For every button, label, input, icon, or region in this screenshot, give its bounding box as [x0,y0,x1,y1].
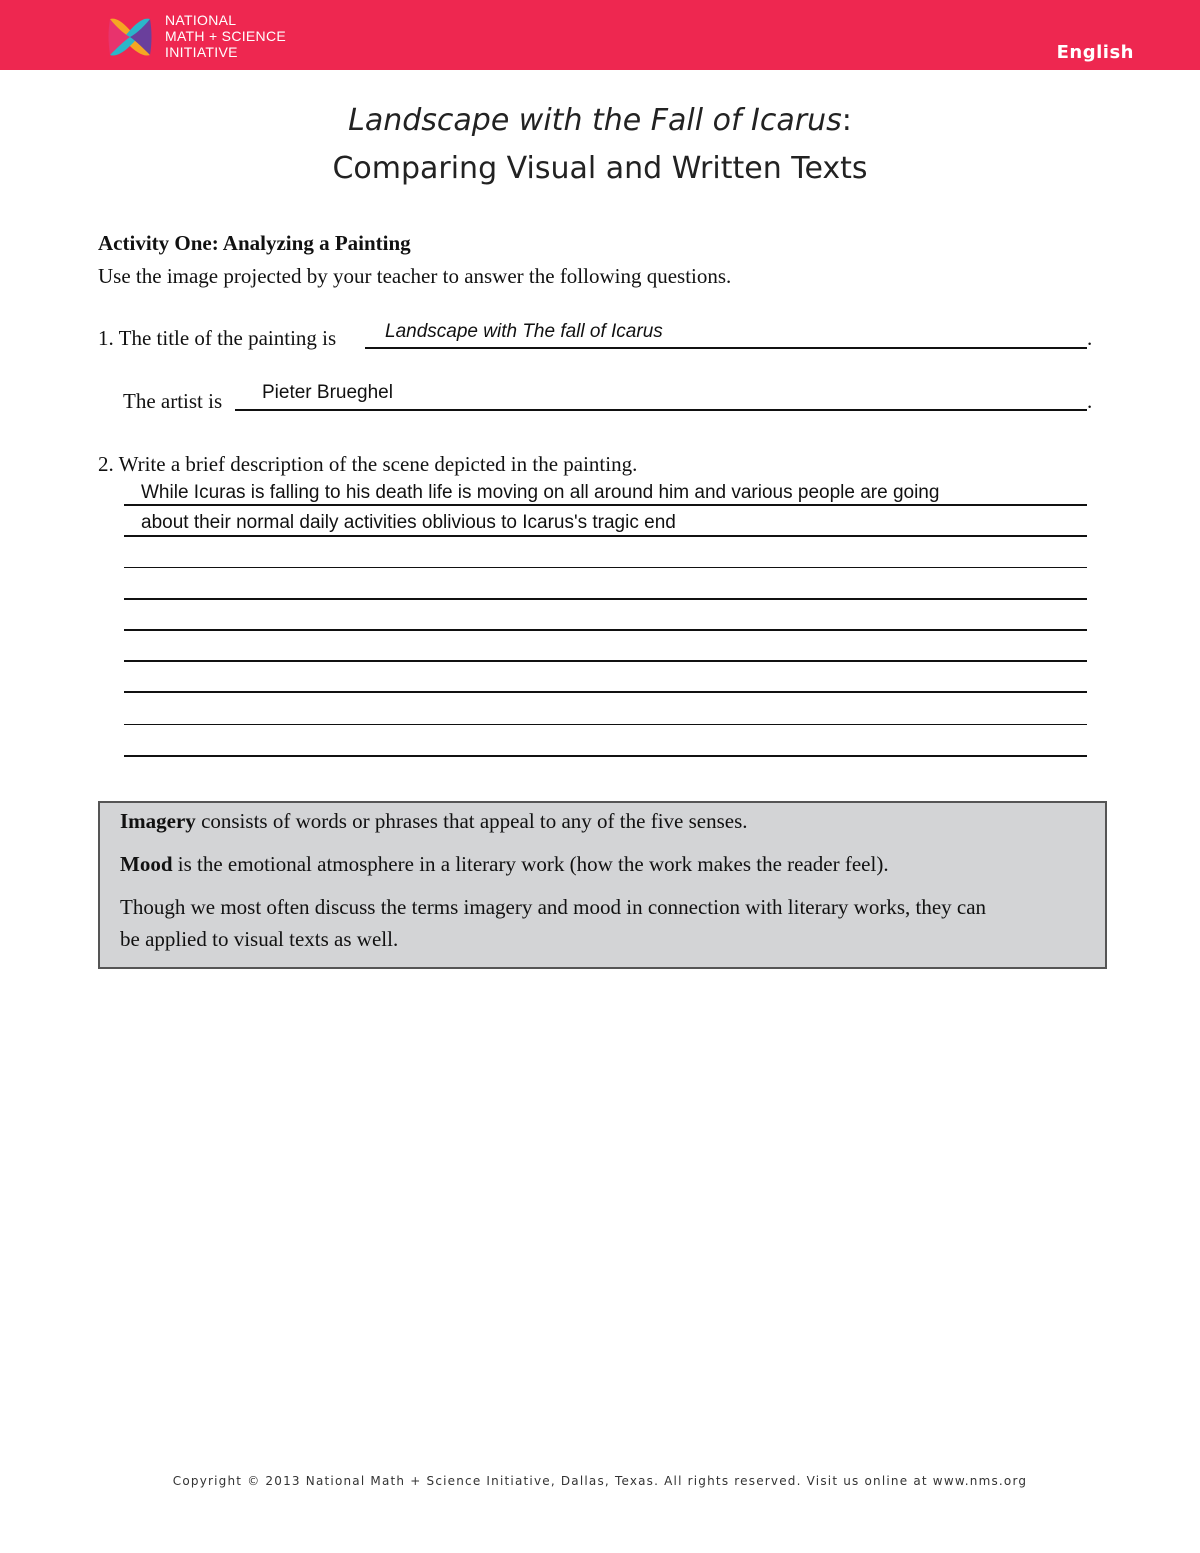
title-answer-line [365,347,1087,349]
description-line [124,504,1087,506]
org-name-line2: MATH + SCIENCE [165,28,287,44]
mood-term: Mood [120,852,173,876]
note-line1: Though we most often discuss the terms imagery and mood in connection with literary works, they can [120,895,987,919]
definitions-box [98,801,1107,969]
note-line2: be applied to visual texts as well. [120,927,399,951]
imagery-text: consists of words or phrases that appeal to any of the five senses. [195,809,748,833]
question1-prompt: 1. The title of the painting is [98,326,337,350]
artist-answer-field[interactable]: Pieter Brueghel [262,382,393,403]
org-name [165,12,286,60]
painting-title: Landscape with the Fall of Icarus [348,103,842,138]
description-line [124,724,1087,725]
description-line [124,691,1087,693]
mood-definition [120,848,1090,880]
description-line [124,598,1087,600]
activity-instructions: Use the image projected by your teacher to answer the following questions. [98,264,732,288]
title-colon: : [841,103,852,138]
artist-prompt: The artist is [123,389,223,413]
org-name-line1: NATIONAL [165,12,237,28]
description-line [124,567,1087,568]
page-title-line2: Comparing Visual and Written Texts [332,151,868,186]
imagery-term: Imagery [120,809,196,833]
question2-prompt: 2. Write a brief description of the scene depicted in the painting. [98,452,638,476]
subject-label: English [1056,42,1134,63]
artist-answer-line [235,409,1087,411]
org-name-line3: INITIATIVE [165,44,238,60]
description-line [124,660,1087,662]
page-title-line1 [0,103,1200,138]
description-line [124,755,1087,757]
description-line [124,629,1087,631]
period: . [1087,326,1093,350]
imagery-definition [120,805,1090,837]
mood-text: is the emotional atmosphere in a literary work (how the work makes the reader feel). [172,852,889,876]
description-answer-line2[interactable]: about their normal daily activities oblivious to Icarus's tragic end [141,512,676,533]
title-answer-field[interactable]: Landscape with The fall of Icarus [385,321,663,342]
description-answer-line1[interactable]: While Icuras is falling to his death life is moving on all around him and various people are going [141,482,940,503]
description-line [124,535,1087,537]
period: . [1087,389,1093,413]
activity-heading: Activity One: Analyzing a Painting [98,231,411,255]
header-bar [0,0,1200,70]
nms-logo-icon [104,11,156,63]
footer-copyright: Copyright © 2013 National Math + Science Initiative, Dallas, Texas. All rights reserved. Visit us online at www.nms.org [172,1474,1028,1488]
